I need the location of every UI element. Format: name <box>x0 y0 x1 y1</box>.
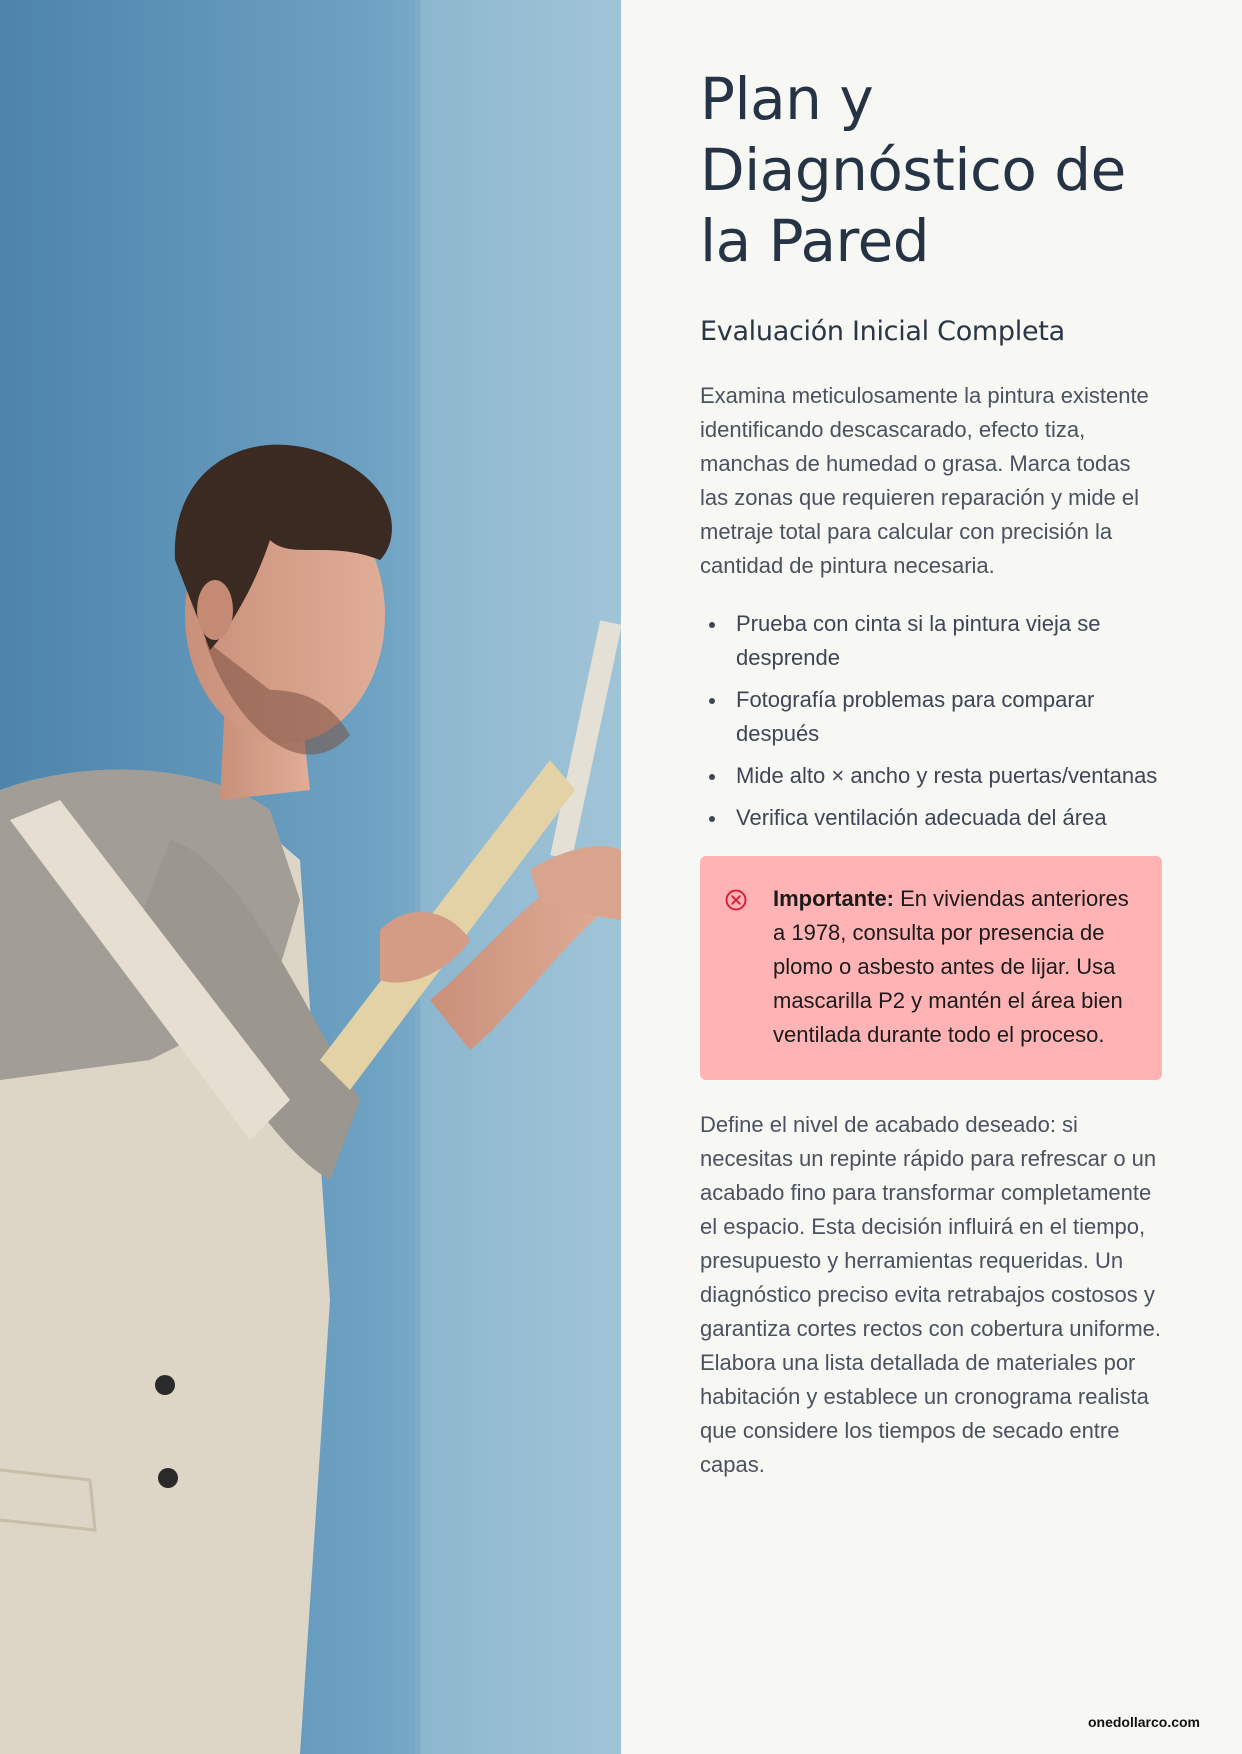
list-item: Verifica ventilación adecuada del área <box>736 801 1162 835</box>
intro-paragraph: Examina meticulosamente la pintura existente identificando descascarado, efecto tiza, manchas de humedad o grasa. Marca todas las zonas que requieren reparación y mide el metraje total para calcular con precisión la cantidad de pintura necesaria. <box>700 383 1149 578</box>
alert-text <box>773 886 1129 1047</box>
closing-paragraph: Define el nivel de acabado deseado: si necesitas un repinte rápido para refrescar o un acabado fino para transformar completamente el espacio. Esta decisión influirá en el tiempo, presupuesto y herramientas requeridas. Un diagnóstico preciso evita retrabajos costosos y garantiza cortes rectos con cobertura uniforme. Elabora una lista detallada de materiales por habitación y establece un cronograma realista que considere los tiempos de secado entre capas. <box>700 1112 1162 1477</box>
checklist <box>700 607 1162 835</box>
alert-label: Importante: <box>773 886 894 911</box>
section-subtitle: Evaluación Inicial Completa <box>700 316 1065 347</box>
page-title: Plan y Diagnóstico de la Pared <box>700 65 1126 275</box>
list-item: Mide alto × ancho y resta puertas/ventanas <box>736 759 1162 793</box>
list-item: Fotografía problemas para comparar después <box>736 683 1162 751</box>
footer-website: onedollarco.com <box>1087 1714 1200 1730</box>
close-circle-icon <box>724 888 748 912</box>
warning-callout <box>700 856 1162 1080</box>
content-column <box>700 64 1162 1482</box>
list-item: Prueba con cinta si la pintura vieja se desprende <box>736 607 1162 675</box>
alert-body: En viviendas anteriores a 1978, consulta por presencia de plomo o asbesto antes de lijar. Usa mascarilla P2 y mantén el área bien ventilada durante todo el proceso. <box>773 886 1129 1047</box>
